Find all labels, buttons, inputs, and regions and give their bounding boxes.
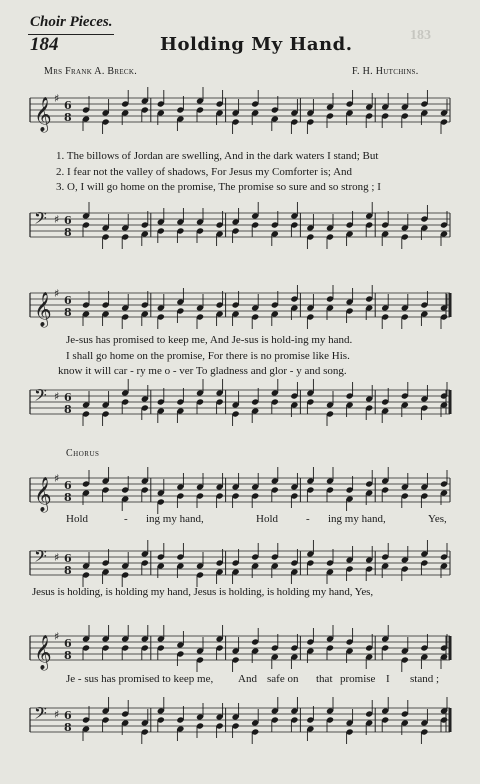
chorus-lyric-word: ing my hand,	[146, 513, 204, 525]
verse-2: 2. I fear not the valley of shadows, For Jesus my Comforter is; And	[56, 166, 353, 178]
hymn-title: Holding My Hand.	[160, 34, 353, 55]
chorus-label: Chorus	[66, 448, 100, 459]
key-signature-sharp: ♯	[54, 213, 60, 226]
refrain-line-3: know it will car - ry me o - ver To gladness and glor - y and song.	[58, 365, 347, 377]
refrain-line-2: I shall go home on the promise, For there is no promise like His.	[66, 350, 350, 362]
time-signature: 6	[64, 391, 72, 404]
verse-3: 3. O, I will go home on the promise, The promise so sure and so strong ; I	[56, 181, 381, 193]
time-signature: 8	[64, 649, 72, 662]
time-signature: 6	[64, 214, 72, 227]
chorus-lyric-word: Hold	[256, 513, 278, 525]
time-signature: 8	[64, 403, 72, 416]
time-signature: 6	[64, 552, 72, 565]
final-lyric-word: stand ;	[410, 673, 440, 685]
bass-clef: 𝄢	[34, 703, 47, 727]
staff-final-bass	[30, 700, 450, 746]
hymn-number: 184	[30, 34, 59, 55]
staff-system2-bass	[30, 382, 450, 428]
final-lyric-word: I	[386, 673, 390, 685]
section-header: Choir Pieces.	[30, 14, 113, 30]
key-signature-sharp: ♯	[54, 630, 60, 643]
staff-chorus-treble	[30, 470, 450, 516]
time-signature: 8	[64, 111, 72, 124]
time-signature: 8	[64, 721, 72, 734]
staff-system1-bass	[30, 205, 450, 251]
treble-clef: 𝄞	[34, 292, 52, 327]
staff-chorus-bass	[30, 543, 450, 589]
staff-system2-treble	[30, 285, 450, 331]
chorus-lyric-word: -	[124, 513, 128, 525]
music-credit: F. H. Hutchins.	[352, 66, 419, 77]
bass-clef: 𝄢	[34, 208, 47, 232]
key-signature-sharp: ♯	[54, 551, 60, 564]
refrain-line-1: Je-sus has promised to keep me, And Je-sus is hold-ing my hand.	[66, 334, 353, 346]
chorus-lyric-word: -	[306, 513, 310, 525]
staff-final-treble	[30, 628, 450, 674]
time-signature: 8	[64, 306, 72, 319]
treble-clef: 𝄞	[34, 477, 52, 512]
treble-clef: 𝄞	[34, 635, 52, 670]
chorus-lyric-word: Yes,	[428, 513, 447, 525]
time-signature: 6	[64, 294, 72, 307]
bass-clef: 𝄢	[34, 385, 47, 409]
staff-system1-treble	[30, 90, 450, 136]
key-signature-sharp: ♯	[54, 390, 60, 403]
final-lyric-word: safe on	[267, 673, 299, 685]
bleed-through-number: 183	[410, 28, 431, 43]
bass-clef: 𝄢	[34, 546, 47, 570]
verse-1: 1. The billows of Jordan are swelling, And in the dark waters I stand; But	[56, 150, 379, 162]
final-lyric-word: that	[316, 673, 333, 685]
final-lyric-word: promise	[340, 673, 376, 685]
final-lyric-word: And	[238, 673, 257, 685]
time-signature: 8	[64, 564, 72, 577]
chorus-lyric-word: Hold	[66, 513, 88, 525]
key-signature-sharp: ♯	[54, 287, 60, 300]
treble-clef: 𝄞	[34, 97, 52, 132]
final-lyric-word: Je - sus has promised to keep me,	[66, 673, 214, 685]
time-signature: 6	[64, 479, 72, 492]
key-signature-sharp: ♯	[54, 472, 60, 485]
key-signature-sharp: ♯	[54, 92, 60, 105]
time-signature: 6	[64, 709, 72, 722]
time-signature: 6	[64, 637, 72, 650]
time-signature: 8	[64, 226, 72, 239]
key-signature-sharp: ♯	[54, 708, 60, 721]
chorus-bass-lyric: Jesus is holding, is holding my hand, Jesus is holding, is holding my hand, Yes,	[32, 586, 373, 598]
time-signature: 8	[64, 491, 72, 504]
chorus-lyric-word: ing my hand,	[328, 513, 386, 525]
words-credit: Mrs Frank A. Breck.	[44, 66, 138, 77]
time-signature: 6	[64, 99, 72, 112]
